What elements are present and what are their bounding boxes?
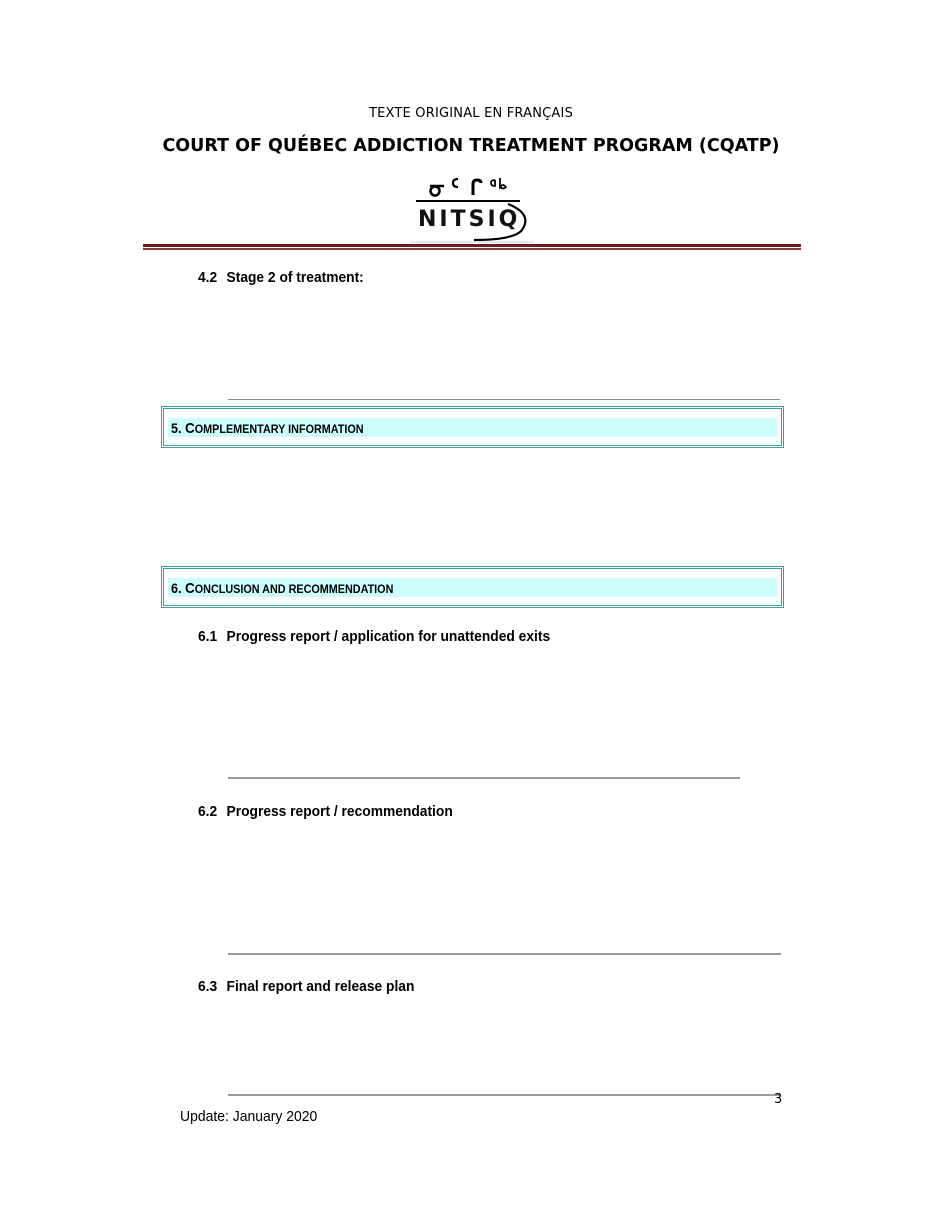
heading-6-3 xyxy=(198,978,414,995)
section-5-title: 5. COMPLEMENTARY INFORMATION xyxy=(171,420,364,437)
heading-label: Progress report / recommendation xyxy=(226,803,453,820)
nitsiq-logo xyxy=(408,174,538,246)
heading-number: 6.3 xyxy=(198,978,218,995)
section-6-title: 6. CONCLUSION AND RECOMMENDATION xyxy=(171,580,394,597)
original-text-note: TEXTE ORIGINAL EN FRANÇAIS xyxy=(368,106,574,121)
logo-wordmark: NITSIQ xyxy=(418,207,521,232)
heading-number: 4.2 xyxy=(198,269,218,286)
syllabics-mark xyxy=(430,178,506,196)
answer-line-6-1[interactable] xyxy=(228,777,740,779)
heading-label: Final report and release plan xyxy=(226,978,415,995)
update-footer: Update: January 2020 xyxy=(180,1108,318,1125)
header-rule xyxy=(143,244,801,247)
section-5-header xyxy=(161,406,784,448)
answer-line-4-2[interactable] xyxy=(228,399,780,400)
document-title: COURT OF QUÉBEC ADDICTION TREATMENT PROGRAM (CQATP) xyxy=(162,136,780,156)
answer-line-6-2[interactable] xyxy=(228,953,781,955)
heading-number: 6.2 xyxy=(198,803,218,820)
heading-label: Stage 2 of treatment: xyxy=(226,269,364,286)
heading-6-1 xyxy=(198,628,550,645)
heading-6-2 xyxy=(198,803,453,820)
heading-label: Progress report / application for unattended exits xyxy=(226,628,551,645)
header-rule-secondary xyxy=(143,248,801,250)
answer-line-6-3[interactable] xyxy=(228,1094,781,1096)
page-number: 3 xyxy=(774,1092,783,1107)
section-6-header xyxy=(161,566,784,608)
heading-4-2 xyxy=(198,269,364,286)
heading-number: 6.1 xyxy=(198,628,218,645)
